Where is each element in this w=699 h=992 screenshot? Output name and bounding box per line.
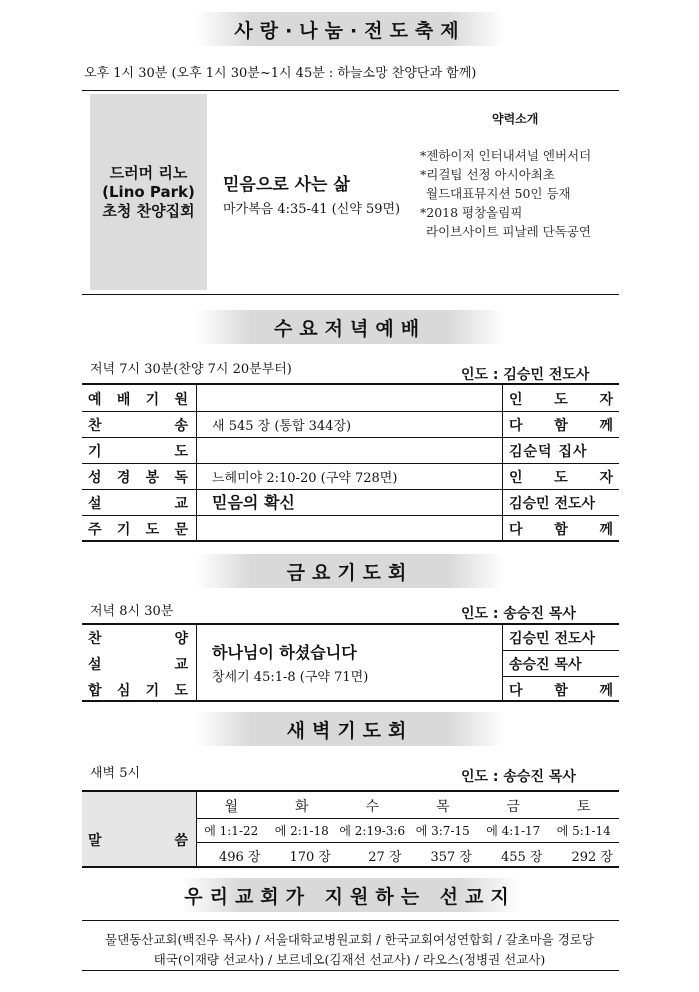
dawn-passage: 에 2:1-18 [274, 824, 329, 838]
friday-scripture: 창세기 45:1-8 (구약 71면) [212, 670, 369, 685]
row-divider [82, 463, 619, 464]
wednesday-title: 수요저녁예배 [196, 310, 504, 344]
row-item: 예 배 기 원 [88, 392, 188, 408]
dawn-label: 말 씀 [88, 833, 188, 849]
profile-list [420, 146, 591, 241]
dawn-label-cell [82, 792, 196, 866]
profile-line: 월드대표뮤지션 50인 등재 [426, 186, 571, 201]
profile-heading: 약력소개 [492, 112, 539, 126]
friday-leader: 인도 : 송승진 목사 [461, 606, 576, 622]
missions-title: 우리교회가 지원하는 선교지 [180, 878, 520, 912]
dawn-title: 새벽기도회 [196, 712, 504, 746]
row-person: 다 함 께 [509, 522, 613, 538]
friday-person: 송승진 목사 [509, 657, 582, 673]
dawn-day: 금 [506, 799, 521, 815]
festival-sermon-title: 믿음으로 사는 삶 [223, 175, 350, 195]
row-person: 인 도 자 [509, 392, 613, 408]
divider [82, 700, 619, 702]
row-divider [82, 489, 619, 490]
dawn-chapter: 357 장 [430, 850, 472, 865]
row-divider [502, 650, 619, 651]
dawn-chapter: 455 장 [500, 850, 543, 865]
festival-title: 사랑·나눔·전도축제 [196, 12, 504, 46]
row-person: 다 함 께 [509, 418, 613, 434]
dawn-day: 목 [435, 799, 450, 815]
friday-person: 김승민 전도사 [509, 631, 596, 647]
dawn-day: 수 [365, 799, 380, 815]
dawn-leader: 인도 : 송승진 목사 [461, 769, 576, 785]
divider [82, 920, 619, 921]
wednesday-leader: 인도 : 김승민 전도사 [461, 367, 590, 383]
row-item: 성 경 봉 독 [88, 470, 188, 486]
dawn-passage: 에 3:7-15 [415, 824, 470, 838]
row-content: 믿음의 확신 [212, 493, 295, 512]
profile-line: *리걸팁 선정 아시아최초 [420, 167, 555, 182]
friday-title: 금요기도회 [196, 554, 504, 588]
friday-item: 찬 양 [88, 631, 188, 647]
missions-line: 물댄동산교회(백진우 목사) / 서울대학교병원교회 / 한국교회여성연합회 / 갈초마을 경로당 [105, 932, 594, 947]
col-divider [502, 625, 503, 700]
guest-line: (Lino Park) [102, 182, 195, 201]
row-divider [196, 842, 619, 843]
divider [82, 294, 619, 295]
row-content: 느헤미야 2:10-20 (구약 728면) [212, 471, 398, 486]
festival-scripture: 마가복음 4:35-41 (신약 59면) [223, 202, 401, 217]
guest-line: 초청 찬양집회 [102, 201, 195, 220]
dawn-chapter: 27 장 [368, 850, 402, 865]
dawn-day: 화 [294, 799, 309, 815]
guest-line: 드러머 리노 [109, 163, 188, 182]
friday-item: 설 교 [88, 657, 188, 673]
profile-line: *2018 평창올림픽 [420, 205, 523, 220]
dawn-passage: 에 4:1-17 [486, 824, 541, 838]
profile-line: *젠하이저 인터내셔널 엔버서더 [420, 148, 592, 163]
dawn-day: 월 [224, 799, 239, 815]
divider [82, 90, 619, 91]
col-divider [502, 385, 503, 540]
row-divider [82, 411, 619, 412]
divider [82, 970, 619, 971]
row-person: 인 도 자 [509, 470, 613, 486]
dawn-chapter: 292 장 [571, 850, 613, 865]
divider [82, 623, 619, 625]
friday-person: 다 함 께 [509, 683, 613, 699]
dawn-passage: 에 1:1-22 [204, 824, 259, 838]
dawn-chapter: 170 장 [289, 850, 331, 865]
row-divider [502, 676, 619, 677]
friday-time: 저녁 8시 30분 [90, 604, 174, 619]
friday-item: 합 심 기 도 [88, 683, 188, 699]
dawn-time: 새벽 5시 [90, 766, 141, 781]
row-divider [82, 437, 619, 438]
guest-box [90, 94, 207, 290]
wednesday-time: 저녁 7시 30분(찬양 7시 20분부터) [90, 362, 292, 377]
row-content: 새 545 장 (통합 344장) [212, 419, 352, 434]
row-person: 김순덕 집사 [509, 444, 588, 460]
dawn-passage: 에 2:19-3:6 [339, 824, 406, 838]
dawn-chapter: 496 장 [218, 850, 261, 865]
row-divider [196, 818, 619, 819]
divider [82, 540, 619, 542]
divider [82, 866, 619, 868]
festival-time: 오후 1시 30분 (오후 1시 30분~1시 45분 : 하늘소망 찬양단과 함께) [84, 66, 477, 81]
col-divider [196, 385, 197, 540]
profile-line: 라이브사이트 피날레 단독공연 [426, 224, 591, 239]
row-item: 설 교 [88, 496, 188, 512]
missions-line: 태국(이재량 선교사) / 보르네오(김재선 선교사) / 라오스(정병권 선교사) [153, 952, 546, 967]
row-item: 찬 송 [88, 418, 188, 434]
friday-sermon-title: 하나님이 하셨습니다 [212, 643, 357, 662]
dawn-passage: 에 5:1-14 [556, 824, 611, 838]
row-person: 김승민 전도사 [509, 496, 596, 512]
row-divider [82, 515, 619, 516]
row-item: 기 도 [88, 444, 188, 460]
dawn-day: 토 [576, 799, 591, 815]
col-divider [196, 625, 197, 700]
row-item: 주 기 도 문 [88, 522, 188, 538]
